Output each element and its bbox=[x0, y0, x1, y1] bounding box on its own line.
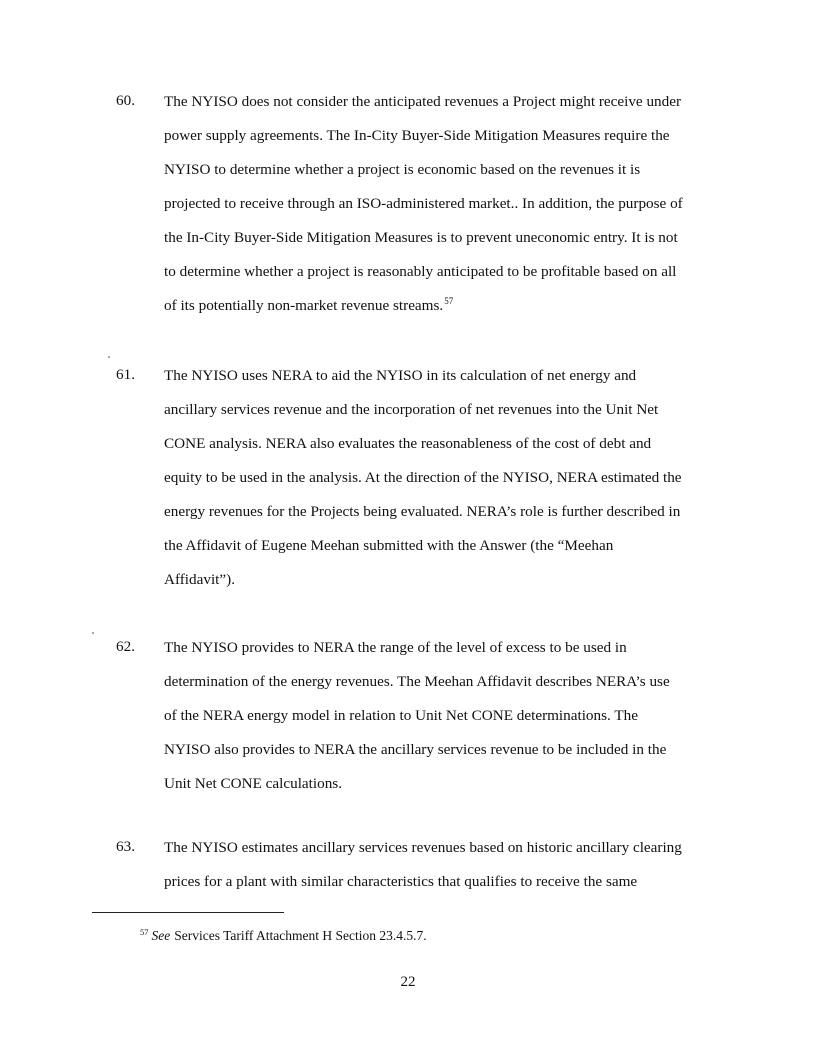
paragraph-number: 62. bbox=[116, 638, 135, 655]
text-line: determination of the energy revenues. The Meehan Affidavit describes NERA’s use bbox=[164, 673, 670, 690]
text-line: equity to be used in the analysis. At the direction of the NYISO, NERA estimated the bbox=[164, 469, 682, 486]
text-line: power supply agreements. The In-City Buyer-Side Mitigation Measures require the bbox=[164, 127, 670, 144]
scan-speck bbox=[92, 632, 94, 634]
text-line: projected to receive through an ISO-administered market.. In addition, the purpose of bbox=[164, 195, 683, 212]
footnote-reference: 57 bbox=[444, 295, 454, 306]
text-line: NYISO also provides to NERA the ancillary services revenue to be included in the bbox=[164, 741, 667, 758]
paragraph-text bbox=[164, 838, 734, 906]
text-line: the Affidavit of Eugene Meehan submitted with the Answer (the “Meehan bbox=[164, 537, 614, 554]
footnote bbox=[140, 928, 427, 944]
text-line: CONE analysis. NERA also evaluates the reasonableness of the cost of debt and bbox=[164, 435, 652, 452]
text-line: The NYISO uses NERA to aid the NYISO in its calculation of net energy and bbox=[164, 367, 637, 384]
page-number: 22 bbox=[400, 974, 416, 990]
paragraph-number: 60. bbox=[116, 92, 135, 109]
text-line: ancillary services revenue and the incorporation of net revenues into the Unit Net bbox=[164, 401, 659, 418]
footnote-signal: See bbox=[151, 928, 171, 943]
footnote-separator bbox=[92, 912, 284, 913]
text-line-content: of its potentially non-market revenue streams. bbox=[164, 297, 444, 314]
text-line: The NYISO estimates ancillary services revenues based on historic ancillary clearing bbox=[164, 839, 682, 856]
scan-speck bbox=[108, 356, 110, 358]
text-line: the In-City Buyer-Side Mitigation Measures is to prevent uneconomic entry. It is not bbox=[164, 229, 678, 246]
text-line bbox=[164, 296, 734, 330]
text-line: prices for a plant with similar characteristics that qualifies to receive the same bbox=[164, 873, 638, 890]
text-line: The NYISO does not consider the anticipated revenues a Project might receive under bbox=[164, 93, 682, 110]
footnote-marker: 57 bbox=[140, 926, 149, 937]
paragraph-number: 61. bbox=[116, 366, 135, 383]
text-line: energy revenues for the Projects being evaluated. NERA’s role is further described in bbox=[164, 503, 681, 520]
text-line: Affidavit”). bbox=[164, 571, 235, 588]
text-line: The NYISO provides to NERA the range of the level of excess to be used in bbox=[164, 639, 627, 656]
text-line: to determine whether a project is reasonably anticipated to be profitable based on all bbox=[164, 263, 677, 280]
footnote-text: Services Tariff Attachment H Section 23.4.5.7. bbox=[174, 928, 427, 943]
paragraph-text bbox=[164, 92, 734, 330]
text-line: of the NERA energy model in relation to Unit Net CONE determinations. The bbox=[164, 707, 638, 724]
paragraph-text bbox=[164, 638, 734, 808]
text-line: NYISO to determine whether a project is economic based on the revenues it is bbox=[164, 161, 641, 178]
paragraph-text bbox=[164, 366, 734, 604]
paragraph-number: 63. bbox=[116, 838, 135, 855]
text-line: Unit Net CONE calculations. bbox=[164, 775, 342, 792]
